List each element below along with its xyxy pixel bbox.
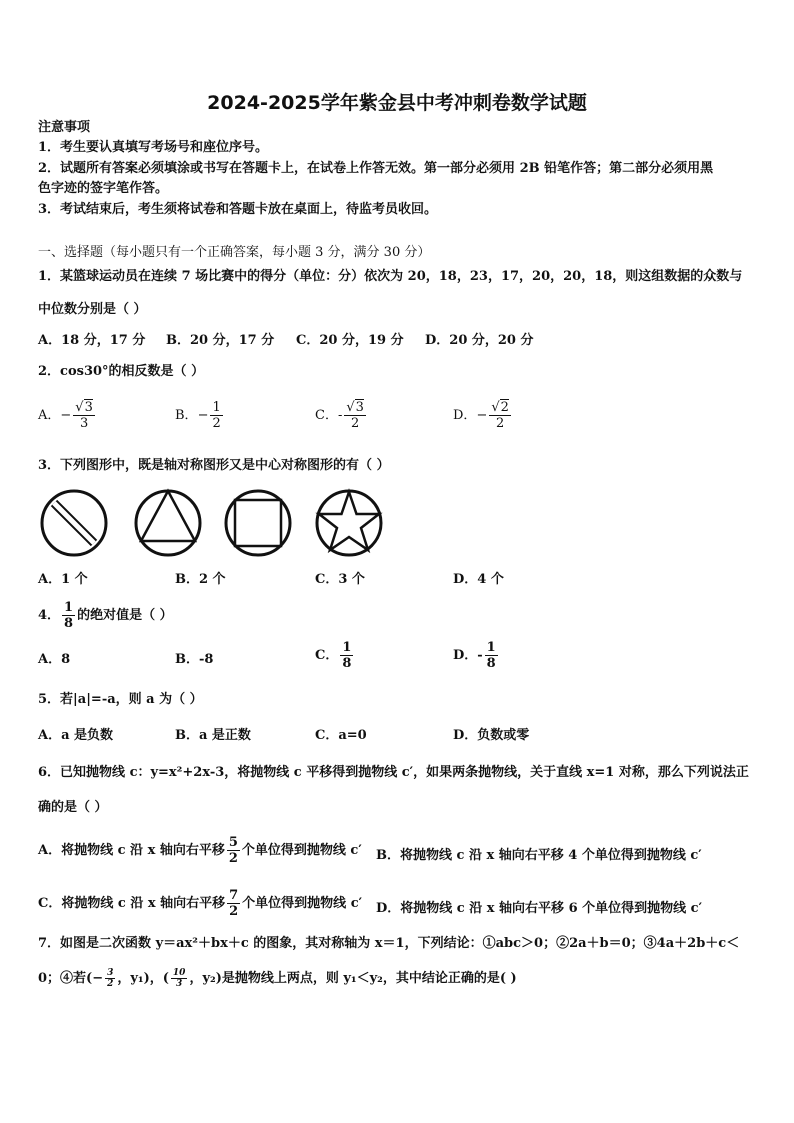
question-number: 4． xyxy=(38,608,61,623)
minus-sign: − xyxy=(476,408,488,423)
fraction-numerator: √3 xyxy=(75,400,93,415)
fraction-numerator: 1 xyxy=(212,400,221,415)
notice-heading: 注意事项 xyxy=(38,120,91,135)
fraction-denominator: 2 xyxy=(107,979,114,989)
section-heading: 一、选择题（每小题只有一个正确答案，每小题 3 分，满分 30 分） xyxy=(38,245,431,260)
q5-option-c: C．a=0 xyxy=(315,728,367,743)
fraction-numerator: 1 xyxy=(486,640,496,655)
question-6-stem: 6．已知抛物线 c：y=x²+2x-3，将抛物线 c 平移得到抛物线 c′，如果两条抛物线，关于直线 x=1 对称，那么下列说法正 xyxy=(38,765,749,780)
fraction-numerator: 1 xyxy=(342,640,352,655)
stem-text: ，y₂)是抛物线上两点，则 y₁＜y₂，其中结论正确的是( ) xyxy=(189,971,517,986)
q6-option-b: B．将抛物线 c 沿 x 轴向右平移 4 个单位得到抛物线 c′ xyxy=(376,848,702,863)
fraction-numerator: √3 xyxy=(346,400,364,415)
fraction-denominator: 2 xyxy=(229,904,239,919)
minus-sign: − xyxy=(197,408,209,423)
q4-option-c xyxy=(315,640,355,671)
question-7-stem-cont xyxy=(38,968,517,989)
q3-option-a: A．1 个 xyxy=(38,572,88,587)
q5-option-b: B．a 是正数 xyxy=(175,728,251,743)
stem-text: 0；④若(− xyxy=(38,971,104,986)
question-1-stem-cont: 中位数分别是（ ） xyxy=(38,302,147,317)
sqrt-radicand: 3 xyxy=(84,400,93,415)
question-3-stem: 3．下列图形中，既是轴对称图形又是中心对称图形的有（ ） xyxy=(38,458,390,473)
q3-option-b: B．2 个 xyxy=(175,572,226,587)
fraction xyxy=(489,400,511,431)
page-title: 2024-2025学年紫金县中考冲刺卷数学试题 xyxy=(207,92,587,114)
fraction-denominator: 2 xyxy=(351,416,360,431)
option-text: A．将抛物线 c 沿 x 轴向右平移 xyxy=(38,843,225,858)
q1-option-b: B．20 分，17 分 xyxy=(166,333,275,348)
q1-option-a: A．18 分，17 分 xyxy=(38,333,146,348)
question-1-stem: 1．某篮球运动员在连续 7 场比赛中的得分（单位：分）依次为 20，18，23，17，20，20，18，则这组数据的众数与 xyxy=(38,269,743,284)
fraction-denominator: 2 xyxy=(495,416,505,431)
q6-option-c xyxy=(38,888,362,919)
fraction-denominator: 8 xyxy=(486,656,496,671)
fraction xyxy=(340,640,353,671)
sqrt-radicand: 3 xyxy=(355,400,364,415)
figure-circle-with-star xyxy=(309,486,393,560)
stem-text: 的绝对值是（ ） xyxy=(77,608,173,623)
question-7-stem: 7．如图是二次函数 y＝ax²＋bx＋c 的图象，其对称轴为 x＝1，下列结论：①abc＞0；②2a＋b＝0；③4a＋2b＋c＜ xyxy=(38,936,740,951)
fraction xyxy=(227,835,240,866)
q6-option-a xyxy=(38,835,362,866)
q2-option-a xyxy=(38,400,97,431)
q3-option-c: C．3 个 xyxy=(315,572,365,587)
question-5-stem: 5．若|a|=-a，则 a 为（ ） xyxy=(38,692,203,707)
option-text: C．将抛物线 c 沿 x 轴向右平移 xyxy=(38,896,226,911)
fraction-numerator: 5 xyxy=(228,835,238,850)
q1-option-c: C．20 分，19 分 xyxy=(296,333,404,348)
sqrt-radicand: 2 xyxy=(500,400,509,415)
option-label: B． xyxy=(175,408,198,423)
fraction-numerator: 1 xyxy=(64,600,74,615)
option-label: C． xyxy=(315,648,339,663)
option-text: 个单位得到抛物线 c′ xyxy=(241,843,362,858)
figure-circle-with-square xyxy=(218,486,302,560)
q2-option-b xyxy=(175,400,225,431)
notice-item: 1．考生要认真填写考场号和座位序号。 xyxy=(38,140,269,155)
q5-option-d: D．负数或零 xyxy=(453,728,530,743)
q6-option-d: D．将抛物线 c 沿 x 轴向右平移 6 个单位得到抛物线 c′ xyxy=(376,901,703,916)
fraction xyxy=(227,888,240,919)
minus-sign: - xyxy=(337,408,343,423)
notice-item: 色字迹的签字笔作答。 xyxy=(38,181,169,196)
option-text: 个单位得到抛物线 c′ xyxy=(242,896,363,911)
q3-option-d: D．4 个 xyxy=(453,572,504,587)
fraction-denominator: 8 xyxy=(64,616,74,631)
q4-option-b: B．-8 xyxy=(175,652,214,667)
question-4-stem xyxy=(38,600,173,631)
q2-option-d xyxy=(453,400,513,431)
question-6-stem-cont: 确的是（ ） xyxy=(38,800,108,815)
notice-item: 2．试题所有答案必须填涂或书写在答题卡上，在试卷上作答无效。第一部分必须用 2B 铅笔作答；第二部分必须用黑 xyxy=(38,161,714,176)
q1-option-d: D．20 分，20 分 xyxy=(425,333,534,348)
fraction-numerator: √2 xyxy=(491,400,509,415)
minus-sign: − xyxy=(60,408,72,423)
fraction xyxy=(105,968,115,989)
stem-text: ，y₁)，( xyxy=(117,971,169,986)
figure-circle-with-triangle xyxy=(128,486,212,560)
fraction-denominator: 2 xyxy=(228,851,238,866)
fraction xyxy=(171,968,188,989)
option-label: C． xyxy=(315,408,338,423)
option-label: D．- xyxy=(453,648,483,663)
fraction xyxy=(344,400,366,431)
fraction xyxy=(73,400,95,431)
question-2-stem: 2．cos30°的相反数是（ ） xyxy=(38,364,205,379)
fraction xyxy=(210,400,222,431)
fraction-numerator: 3 xyxy=(107,968,114,978)
fraction-denominator: 2 xyxy=(212,416,221,431)
fraction-denominator: 8 xyxy=(342,656,352,671)
option-label: D． xyxy=(453,408,477,423)
notice-item: 3．考试结束后，考生须将试卷和答题卡放在桌面上，待监考员收回。 xyxy=(38,202,438,217)
fraction-denominator: 3 xyxy=(176,979,183,989)
fraction-numerator: 10 xyxy=(172,968,186,978)
fraction-numerator: 7 xyxy=(229,888,239,903)
fraction xyxy=(485,640,498,671)
q4-option-d xyxy=(453,640,500,671)
q4-option-a: A．8 xyxy=(38,652,71,667)
option-label: A． xyxy=(38,408,61,423)
fraction-denominator: 3 xyxy=(79,416,89,431)
figure-circle-with-bar xyxy=(36,486,120,560)
q5-option-a: A．a 是负数 xyxy=(38,728,114,743)
fraction xyxy=(62,600,75,631)
q2-option-c xyxy=(315,400,368,431)
